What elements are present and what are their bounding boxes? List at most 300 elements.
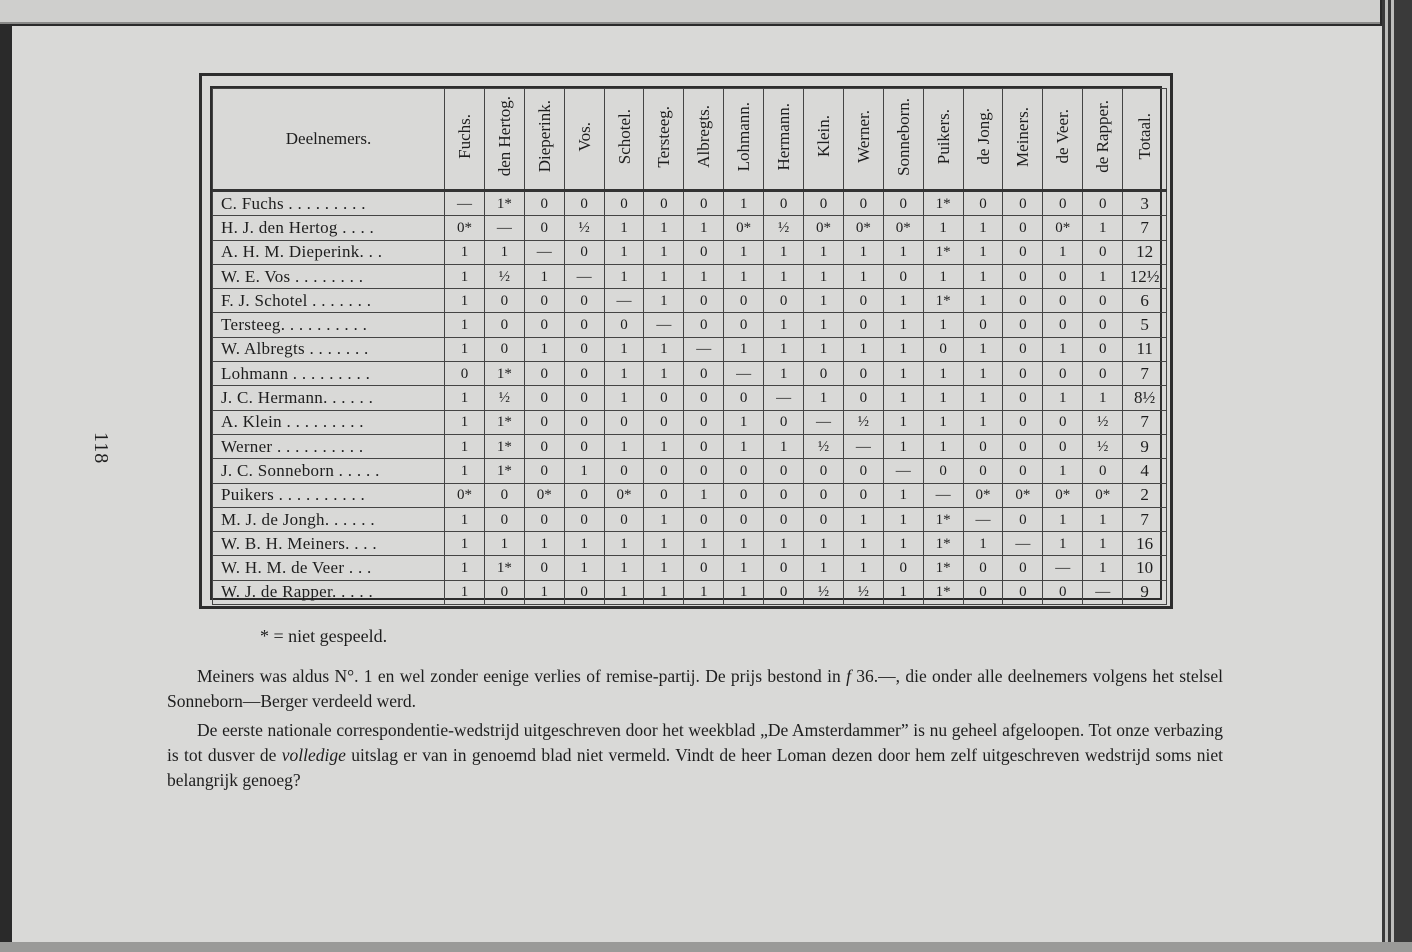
score-cell: 0 bbox=[724, 483, 764, 507]
score-cell: 0 bbox=[684, 313, 724, 337]
score-cell: ½ bbox=[484, 264, 524, 288]
column-header-label: de Veer. bbox=[1053, 109, 1073, 164]
score-cell: 1 bbox=[445, 264, 485, 288]
score-cell: 1 bbox=[445, 289, 485, 313]
score-cell: 1 bbox=[684, 532, 724, 556]
score-cell: 1 bbox=[564, 532, 604, 556]
score-cell: 0 bbox=[684, 459, 724, 483]
score-cell: 0 bbox=[1003, 289, 1043, 313]
score-cell: 0 bbox=[963, 191, 1003, 216]
score-cell: 1 bbox=[524, 532, 564, 556]
score-cell: 1 bbox=[883, 313, 923, 337]
participant-name: W. E. Vos . . . . . . . . bbox=[213, 264, 445, 288]
score-cell: 1 bbox=[564, 556, 604, 580]
participant-name: J. C. Sonneborn . . . . . bbox=[213, 459, 445, 483]
total-cell: 3 bbox=[1123, 191, 1167, 216]
score-cell: 0 bbox=[1083, 459, 1123, 483]
score-cell: 0 bbox=[883, 264, 923, 288]
score-cell: 0* bbox=[724, 216, 764, 240]
score-cell: 1 bbox=[644, 289, 684, 313]
score-cell: 1 bbox=[724, 337, 764, 361]
score-cell: — bbox=[1043, 556, 1083, 580]
table-row bbox=[213, 313, 1167, 337]
score-cell: ½ bbox=[1083, 410, 1123, 434]
score-cell: 1 bbox=[604, 556, 644, 580]
score-cell: 0 bbox=[564, 337, 604, 361]
score-cell: 1 bbox=[923, 264, 963, 288]
participant-name: W. Albregts . . . . . . . bbox=[213, 337, 445, 361]
score-cell: 0 bbox=[843, 289, 883, 313]
score-cell: 1 bbox=[804, 289, 844, 313]
participant-name: W. B. H. Meiners. . . . bbox=[213, 532, 445, 556]
score-cell: 0 bbox=[963, 580, 1003, 604]
score-cell: 0 bbox=[923, 337, 963, 361]
score-cell: 1 bbox=[644, 580, 684, 604]
score-cell: 1 bbox=[804, 264, 844, 288]
score-cell: 0 bbox=[1043, 580, 1083, 604]
score-cell: ½ bbox=[804, 580, 844, 604]
paragraph-2-part-a: De eerste nationale correspondentie-wedstrijd uitgeschreven door het weekblad „De Amsterdammer” is nu geheel afgeloopen. Tot onze verbazing is tot dusver de bbox=[167, 720, 1223, 765]
score-cell: ½ bbox=[843, 410, 883, 434]
score-cell: 1 bbox=[764, 313, 804, 337]
score-cell: 1 bbox=[684, 580, 724, 604]
table-row bbox=[213, 580, 1167, 604]
column-header bbox=[484, 89, 524, 191]
score-cell: 1 bbox=[1083, 532, 1123, 556]
score-cell: 0* bbox=[883, 216, 923, 240]
score-cell: 0 bbox=[524, 556, 564, 580]
score-cell: 0 bbox=[684, 410, 724, 434]
score-cell: 1 bbox=[1043, 507, 1083, 531]
score-cell: 0 bbox=[1083, 289, 1123, 313]
score-cell: 0 bbox=[564, 580, 604, 604]
score-cell: 1 bbox=[604, 386, 644, 410]
score-cell: 1 bbox=[1043, 532, 1083, 556]
score-cell: 0 bbox=[564, 191, 604, 216]
score-cell: 1 bbox=[445, 532, 485, 556]
column-header-label: Schotel. bbox=[614, 108, 634, 165]
score-cell: 0 bbox=[1083, 313, 1123, 337]
score-cell: 0 bbox=[604, 410, 644, 434]
score-cell: 0 bbox=[524, 507, 564, 531]
score-cell: 0 bbox=[764, 507, 804, 531]
table-row bbox=[213, 191, 1167, 216]
score-cell: 1 bbox=[843, 240, 883, 264]
column-header bbox=[963, 89, 1003, 191]
score-cell: 0 bbox=[1003, 240, 1043, 264]
table-row bbox=[213, 410, 1167, 434]
score-cell: 1 bbox=[843, 264, 883, 288]
score-cell: 0 bbox=[843, 191, 883, 216]
score-cell: 1 bbox=[804, 386, 844, 410]
score-cell: 0 bbox=[923, 459, 963, 483]
score-cell: 1 bbox=[684, 264, 724, 288]
score-cell: 1 bbox=[804, 556, 844, 580]
score-cell: 1 bbox=[445, 556, 485, 580]
score-cell: 0 bbox=[843, 459, 883, 483]
score-cell: 0 bbox=[764, 556, 804, 580]
score-cell: 1 bbox=[883, 362, 923, 386]
column-header bbox=[764, 89, 804, 191]
score-cell: 1* bbox=[923, 556, 963, 580]
score-cell: 1 bbox=[604, 532, 644, 556]
score-cell: 0 bbox=[1043, 362, 1083, 386]
total-cell: 5 bbox=[1123, 313, 1167, 337]
score-cell: 1 bbox=[923, 386, 963, 410]
score-cell: 1* bbox=[484, 556, 524, 580]
score-cell: 0 bbox=[724, 313, 764, 337]
score-cell: 1 bbox=[644, 216, 684, 240]
paragraph-1-part-b: 36.—, die onder alle deelnemers volgens het stelsel Sonneborn—Berger verdeeld werd. bbox=[167, 666, 1223, 711]
score-cell: 0 bbox=[724, 459, 764, 483]
score-cell: 0 bbox=[564, 240, 604, 264]
total-cell: 8½ bbox=[1123, 386, 1167, 410]
score-cell: 1* bbox=[923, 532, 963, 556]
participant-name: F. J. Schotel . . . . . . . bbox=[213, 289, 445, 313]
score-cell: — bbox=[764, 386, 804, 410]
score-cell: 1 bbox=[724, 532, 764, 556]
footnote: * = niet gespeeld. bbox=[260, 626, 388, 646]
score-cell: 1 bbox=[604, 580, 644, 604]
score-cell: 1 bbox=[604, 240, 644, 264]
score-cell: 0 bbox=[1003, 313, 1043, 337]
score-cell: 0 bbox=[524, 410, 564, 434]
participant-name: Tersteeg. . . . . . . . . . bbox=[213, 313, 445, 337]
total-cell: 2 bbox=[1123, 483, 1167, 507]
participant-name: M. J. de Jongh. . . . . . bbox=[213, 507, 445, 531]
column-header-label: Albregts. bbox=[694, 105, 714, 168]
column-header-label: den Hertog. bbox=[494, 96, 514, 177]
paragraph-1-currency: f bbox=[846, 666, 851, 686]
total-cell: 7 bbox=[1123, 362, 1167, 386]
score-cell: 0 bbox=[484, 507, 524, 531]
score-cell: 1 bbox=[883, 410, 923, 434]
score-cell: 0 bbox=[963, 556, 1003, 580]
score-cell: 0 bbox=[1003, 362, 1043, 386]
score-cell: 0 bbox=[445, 362, 485, 386]
score-cell: 1 bbox=[804, 313, 844, 337]
score-cell: — bbox=[445, 191, 485, 216]
score-cell: 1 bbox=[724, 240, 764, 264]
paragraph-1-part-a: Meiners was aldus N°. 1 en wel zonder eenige verlies of remise-partij. De prijs bestond in bbox=[197, 666, 847, 686]
score-cell: 1 bbox=[1083, 386, 1123, 410]
column-header bbox=[1003, 89, 1043, 191]
score-cell: — bbox=[804, 410, 844, 434]
score-cell: 1 bbox=[764, 532, 804, 556]
score-cell: 1 bbox=[843, 532, 883, 556]
score-cell: 0 bbox=[1003, 386, 1043, 410]
score-cell: 0 bbox=[1043, 434, 1083, 458]
score-cell: ½ bbox=[843, 580, 883, 604]
participant-name: C. Fuchs . . . . . . . . . bbox=[213, 191, 445, 216]
score-cell: 1 bbox=[724, 434, 764, 458]
column-header bbox=[445, 89, 485, 191]
table-row bbox=[213, 483, 1167, 507]
column-header bbox=[644, 89, 684, 191]
table-row bbox=[213, 216, 1167, 240]
score-cell: 1 bbox=[445, 507, 485, 531]
score-cell: 1 bbox=[684, 216, 724, 240]
score-cell: 0 bbox=[1043, 289, 1083, 313]
score-cell: 0 bbox=[1003, 507, 1043, 531]
score-cell: 1* bbox=[923, 240, 963, 264]
total-cell: 4 bbox=[1123, 459, 1167, 483]
score-cell: 1 bbox=[1043, 337, 1083, 361]
total-cell: 12 bbox=[1123, 240, 1167, 264]
score-cell: 0 bbox=[604, 191, 644, 216]
score-cell: 1* bbox=[923, 580, 963, 604]
column-header-label: Fuchs. bbox=[454, 114, 474, 159]
score-cell: 0 bbox=[1083, 191, 1123, 216]
score-cell: — bbox=[1003, 532, 1043, 556]
score-cell: 1 bbox=[883, 532, 923, 556]
score-cell: 0 bbox=[644, 386, 684, 410]
score-cell: 0 bbox=[684, 289, 724, 313]
score-cell: 0 bbox=[524, 386, 564, 410]
score-cell: ½ bbox=[1083, 434, 1123, 458]
score-cell: 0 bbox=[564, 362, 604, 386]
score-cell: 0 bbox=[1003, 580, 1043, 604]
column-header-label: Lohmann. bbox=[734, 101, 754, 172]
table-body bbox=[213, 191, 1167, 605]
score-cell: 0 bbox=[843, 313, 883, 337]
score-cell: 0 bbox=[524, 434, 564, 458]
score-cell: 1 bbox=[1083, 264, 1123, 288]
score-cell: 1 bbox=[724, 580, 764, 604]
column-header bbox=[684, 89, 724, 191]
score-cell: 1 bbox=[764, 264, 804, 288]
score-cell: 0 bbox=[524, 191, 564, 216]
participant-name: Werner . . . . . . . . . . bbox=[213, 434, 445, 458]
total-cell: 7 bbox=[1123, 507, 1167, 531]
score-cell: 0 bbox=[644, 459, 684, 483]
score-cell: 0 bbox=[1003, 410, 1043, 434]
table-row bbox=[213, 264, 1167, 288]
total-cell: 9 bbox=[1123, 580, 1167, 604]
column-header-participants: Deelnemers. bbox=[213, 89, 445, 191]
score-cell: 0* bbox=[1043, 483, 1083, 507]
score-cell: 1 bbox=[684, 483, 724, 507]
column-header-label: de Jong. bbox=[973, 108, 993, 165]
score-cell: 0* bbox=[604, 483, 644, 507]
score-cell: 0 bbox=[644, 483, 684, 507]
score-cell: 1* bbox=[484, 362, 524, 386]
score-cell: — bbox=[843, 434, 883, 458]
score-cell: 1 bbox=[963, 362, 1003, 386]
score-cell: 0 bbox=[1003, 191, 1043, 216]
participant-name: A. Klein . . . . . . . . . bbox=[213, 410, 445, 434]
paragraph-2 bbox=[167, 718, 1223, 793]
score-cell: 1 bbox=[644, 362, 684, 386]
score-cell: 0 bbox=[883, 556, 923, 580]
bottom-page-edge bbox=[0, 942, 1412, 952]
score-cell: 1 bbox=[804, 532, 844, 556]
participant-name: A. H. M. Dieperink. . . bbox=[213, 240, 445, 264]
table-row bbox=[213, 289, 1167, 313]
page-number: 118 bbox=[90, 432, 112, 465]
score-cell: 1 bbox=[644, 507, 684, 531]
score-cell: 1 bbox=[883, 289, 923, 313]
score-cell: 1 bbox=[445, 580, 485, 604]
score-cell: 1 bbox=[644, 264, 684, 288]
score-cell: 1 bbox=[644, 434, 684, 458]
score-cell: 1 bbox=[524, 264, 564, 288]
column-header-label: Sonneborn. bbox=[893, 97, 913, 176]
score-cell: 0 bbox=[963, 434, 1003, 458]
score-cell: 1 bbox=[963, 386, 1003, 410]
score-cell: 1 bbox=[923, 434, 963, 458]
score-cell: 1* bbox=[923, 289, 963, 313]
score-cell: 1* bbox=[484, 434, 524, 458]
score-cell: 0 bbox=[1043, 264, 1083, 288]
score-cell: 0* bbox=[445, 483, 485, 507]
score-cell: ½ bbox=[804, 434, 844, 458]
score-cell: 0 bbox=[764, 580, 804, 604]
score-cell: 1 bbox=[1043, 386, 1083, 410]
column-header bbox=[564, 89, 604, 191]
paragraph-2-part-b: uitslag er van in genoemd blad niet vermeld. Vindt de heer Loman dezen door hem zelf uitgeschreven wedstrijd soms niet belangrijk genoeg? bbox=[167, 745, 1223, 790]
score-cell: 1 bbox=[445, 313, 485, 337]
score-cell: 0* bbox=[1003, 483, 1043, 507]
score-cell: 1* bbox=[923, 191, 963, 216]
score-cell: 1 bbox=[644, 337, 684, 361]
column-header bbox=[804, 89, 844, 191]
score-cell: 0 bbox=[1083, 337, 1123, 361]
score-cell: 1 bbox=[883, 337, 923, 361]
score-cell: — bbox=[604, 289, 644, 313]
results-table-frame bbox=[199, 73, 1173, 609]
table-row bbox=[213, 459, 1167, 483]
score-cell: 1 bbox=[883, 483, 923, 507]
score-cell: 1 bbox=[883, 507, 923, 531]
score-cell: — bbox=[724, 362, 764, 386]
score-cell: ½ bbox=[484, 386, 524, 410]
column-header bbox=[1083, 89, 1123, 191]
total-cell: 6 bbox=[1123, 289, 1167, 313]
score-cell: 0 bbox=[564, 483, 604, 507]
score-cell: 1 bbox=[524, 580, 564, 604]
score-cell: 0 bbox=[724, 507, 764, 531]
score-cell: 0 bbox=[963, 459, 1003, 483]
score-cell: 0 bbox=[804, 483, 844, 507]
participant-name: J. C. Hermann. . . . . . bbox=[213, 386, 445, 410]
total-cell: 7 bbox=[1123, 410, 1167, 434]
score-cell: 1 bbox=[764, 240, 804, 264]
score-cell: 1 bbox=[963, 337, 1003, 361]
score-cell: 1 bbox=[963, 289, 1003, 313]
score-cell: 1* bbox=[484, 191, 524, 216]
score-cell: 0 bbox=[604, 507, 644, 531]
total-cell: 10 bbox=[1123, 556, 1167, 580]
score-cell: 1 bbox=[445, 459, 485, 483]
score-cell: 0 bbox=[724, 386, 764, 410]
column-header bbox=[604, 89, 644, 191]
score-cell: 1 bbox=[445, 434, 485, 458]
score-cell: 0 bbox=[644, 191, 684, 216]
score-cell: 0 bbox=[1043, 410, 1083, 434]
score-cell: — bbox=[644, 313, 684, 337]
score-cell: 0 bbox=[804, 507, 844, 531]
score-cell: 0 bbox=[564, 434, 604, 458]
score-cell: 1 bbox=[445, 410, 485, 434]
score-cell: 1 bbox=[445, 240, 485, 264]
score-cell: 0 bbox=[684, 556, 724, 580]
score-cell: 0 bbox=[764, 191, 804, 216]
total-cell: 7 bbox=[1123, 216, 1167, 240]
column-header-label: Tersteeg. bbox=[654, 105, 674, 168]
score-cell: 1 bbox=[883, 240, 923, 264]
score-cell: 0 bbox=[484, 313, 524, 337]
score-cell: 1 bbox=[963, 216, 1003, 240]
score-cell: 1 bbox=[644, 556, 684, 580]
score-cell: 1* bbox=[923, 507, 963, 531]
score-cell: 1 bbox=[445, 337, 485, 361]
column-header-label: Totaal. bbox=[1135, 113, 1155, 160]
score-cell: 0 bbox=[564, 507, 604, 531]
score-cell: 0 bbox=[1083, 362, 1123, 386]
participant-name: H. J. den Hertog . . . . bbox=[213, 216, 445, 240]
score-cell: — bbox=[923, 483, 963, 507]
table-row bbox=[213, 556, 1167, 580]
book-spine-edge bbox=[1382, 0, 1412, 952]
score-cell: 0 bbox=[804, 191, 844, 216]
score-cell: 1 bbox=[604, 362, 644, 386]
score-cell: 0 bbox=[684, 362, 724, 386]
score-cell: 1 bbox=[445, 386, 485, 410]
score-cell: 1 bbox=[923, 313, 963, 337]
score-cell: 0 bbox=[524, 362, 564, 386]
column-header-label: Dieperink. bbox=[534, 100, 554, 173]
participant-name: W. H. M. de Veer . . . bbox=[213, 556, 445, 580]
score-cell: 1 bbox=[843, 556, 883, 580]
score-cell: 0 bbox=[484, 580, 524, 604]
score-cell: 1 bbox=[923, 216, 963, 240]
score-cell: — bbox=[484, 216, 524, 240]
participant-name: W. J. de Rapper. . . . . bbox=[213, 580, 445, 604]
score-cell: 0 bbox=[564, 289, 604, 313]
column-header-label: de Rapper. bbox=[1093, 100, 1113, 173]
score-cell: 0 bbox=[524, 459, 564, 483]
score-cell: 0 bbox=[843, 386, 883, 410]
participant-name: Lohmann . . . . . . . . . bbox=[213, 362, 445, 386]
score-cell: 0 bbox=[564, 313, 604, 337]
score-cell: 0 bbox=[604, 313, 644, 337]
score-cell: 1 bbox=[1043, 240, 1083, 264]
score-cell: 1* bbox=[484, 410, 524, 434]
score-cell: 0 bbox=[804, 362, 844, 386]
score-cell: — bbox=[1083, 580, 1123, 604]
score-cell: 0* bbox=[804, 216, 844, 240]
score-cell: 0 bbox=[804, 459, 844, 483]
score-cell: 1 bbox=[524, 337, 564, 361]
table-row bbox=[213, 362, 1167, 386]
column-header-label: Werner. bbox=[853, 110, 873, 163]
score-cell: 0 bbox=[644, 410, 684, 434]
score-cell: — bbox=[524, 240, 564, 264]
score-cell: 1 bbox=[963, 410, 1003, 434]
score-cell: 0 bbox=[883, 191, 923, 216]
score-cell: 1 bbox=[484, 240, 524, 264]
score-cell: 0 bbox=[764, 459, 804, 483]
score-cell: 1* bbox=[484, 459, 524, 483]
column-header-label: Vos. bbox=[574, 121, 594, 152]
score-cell: 0* bbox=[1083, 483, 1123, 507]
score-cell: 0 bbox=[1043, 313, 1083, 337]
score-cell: 1 bbox=[764, 337, 804, 361]
score-cell: 1 bbox=[883, 386, 923, 410]
table-row bbox=[213, 434, 1167, 458]
score-cell: 1 bbox=[843, 337, 883, 361]
